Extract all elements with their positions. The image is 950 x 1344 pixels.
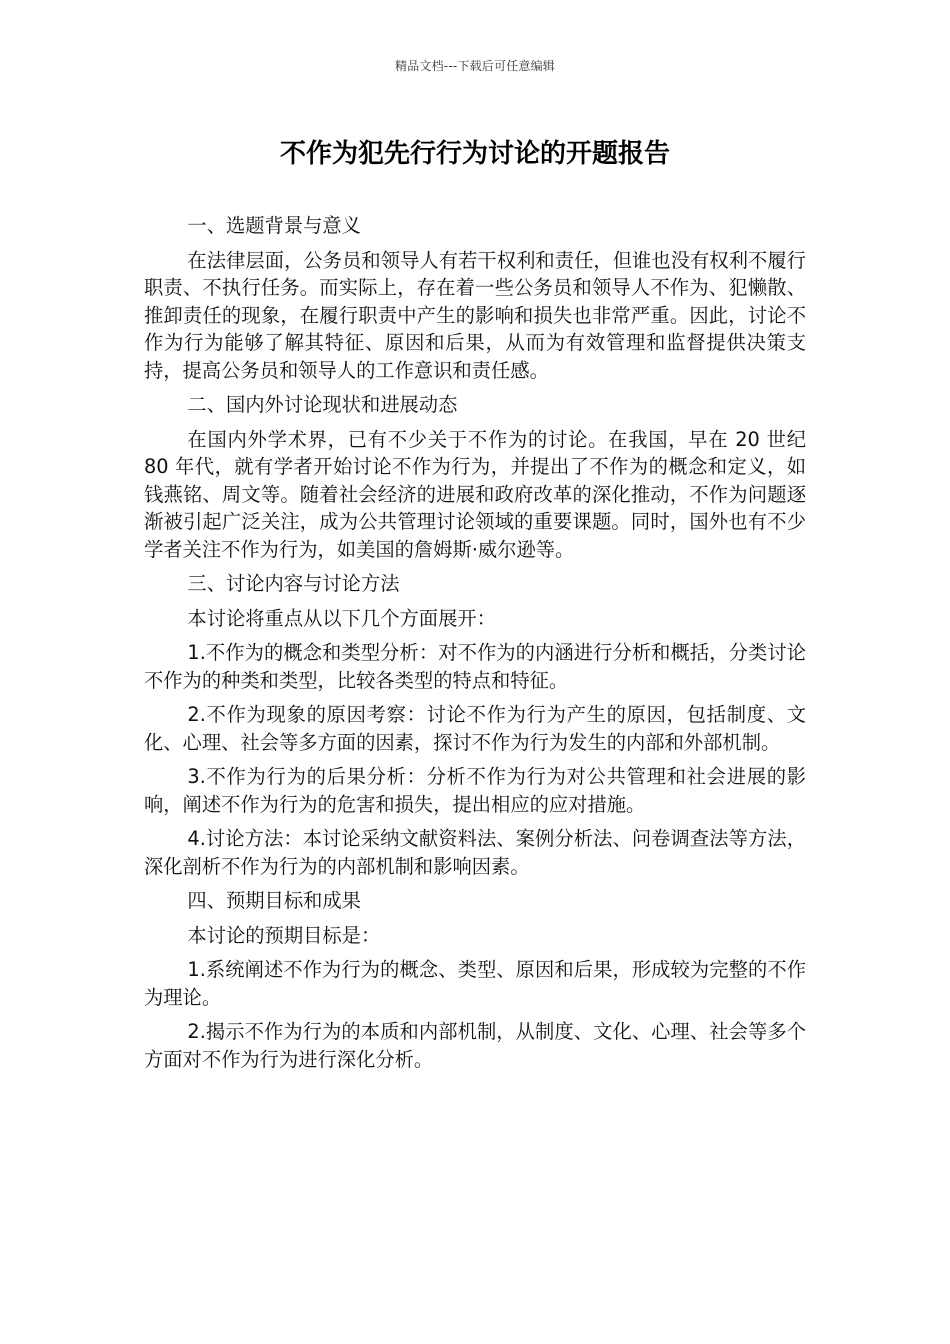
list-item: 2.揭示不作为行为的本质和内部机制，从制度、文化、心理、社会等多个方面对不作为行为进行深化分析。 [144, 1020, 806, 1071]
list-item: 4.讨论方法：本讨论采纳文献资料法、案例分析法、问卷调查法等方法，深化剖析不作为行为的内部机制和影响因素。 [144, 827, 806, 878]
section-heading-4: 四、预期目标和成果 [187, 889, 361, 912]
section-heading-1: 一、选题背景与意义 [187, 214, 361, 237]
document-title: 不作为犯先行行为讨论的开题报告 [279, 139, 670, 169]
paragraph: 本讨论的预期目标是： [187, 923, 381, 947]
list-item: 1.系统阐述不作为行为的概念、类型、原因和后果，形成较为完整的不作为理论。 [144, 958, 806, 1009]
section-heading-2: 二、国内外讨论现状和进展动态 [187, 393, 458, 416]
document-body [144, 212, 806, 1080]
paragraph: 在法律层面，公务员和领导人有若干权利和责任，但谁也没有权利不履行职责、不执行任务。而实际上，存在着一些公务员和领导人不作为、犯懒散、推卸责任的现象，在履行职责中产生的影响和损失也非常严重。因此，讨论不作为行为能够了解其特征、原因和后果，从而为有效管理和监督提供决策支持，提高公务员和领导人的工作意识和责任感。 [144, 248, 806, 382]
list-item: 3.不作为行为的后果分析：分析不作为行为对公共管理和社会进展的影响，阐述不作为行为的危害和损失，提出相应的应对措施。 [144, 765, 806, 816]
paragraph: 在国内外学术界，已有不少关于不作为的讨论。在我国，早在 20 世纪 80 年代，就有学者开始讨论不作为行为，并提出了不作为的概念和定义，如钱燕铭、周文等。随着社会经济的进展和政府改革的深化推动，不作为问题逐渐被引起广泛关注，成为公共管理讨论领域的重要课题。同时，国外也有不少学者关注不作为行为，如美国的詹姆斯·威尔逊等。 [144, 427, 806, 561]
list-item: 2.不作为现象的原因考察：讨论不作为行为产生的原因，包括制度、文化、心理、社会等多方面的因素，探讨不作为行为发生的内部和外部机制。 [144, 703, 806, 754]
paragraph: 本讨论将重点从以下几个方面展开： [187, 606, 496, 630]
section-heading-3: 三、讨论内容与讨论方法 [187, 572, 400, 595]
list-item: 1.不作为的概念和类型分析：对不作为的内涵进行分析和概括，分类讨论不作为的种类和类型，比较各类型的特点和特征。 [144, 641, 806, 692]
header-note: 精品文档---下载后可任意编辑 [395, 59, 555, 73]
